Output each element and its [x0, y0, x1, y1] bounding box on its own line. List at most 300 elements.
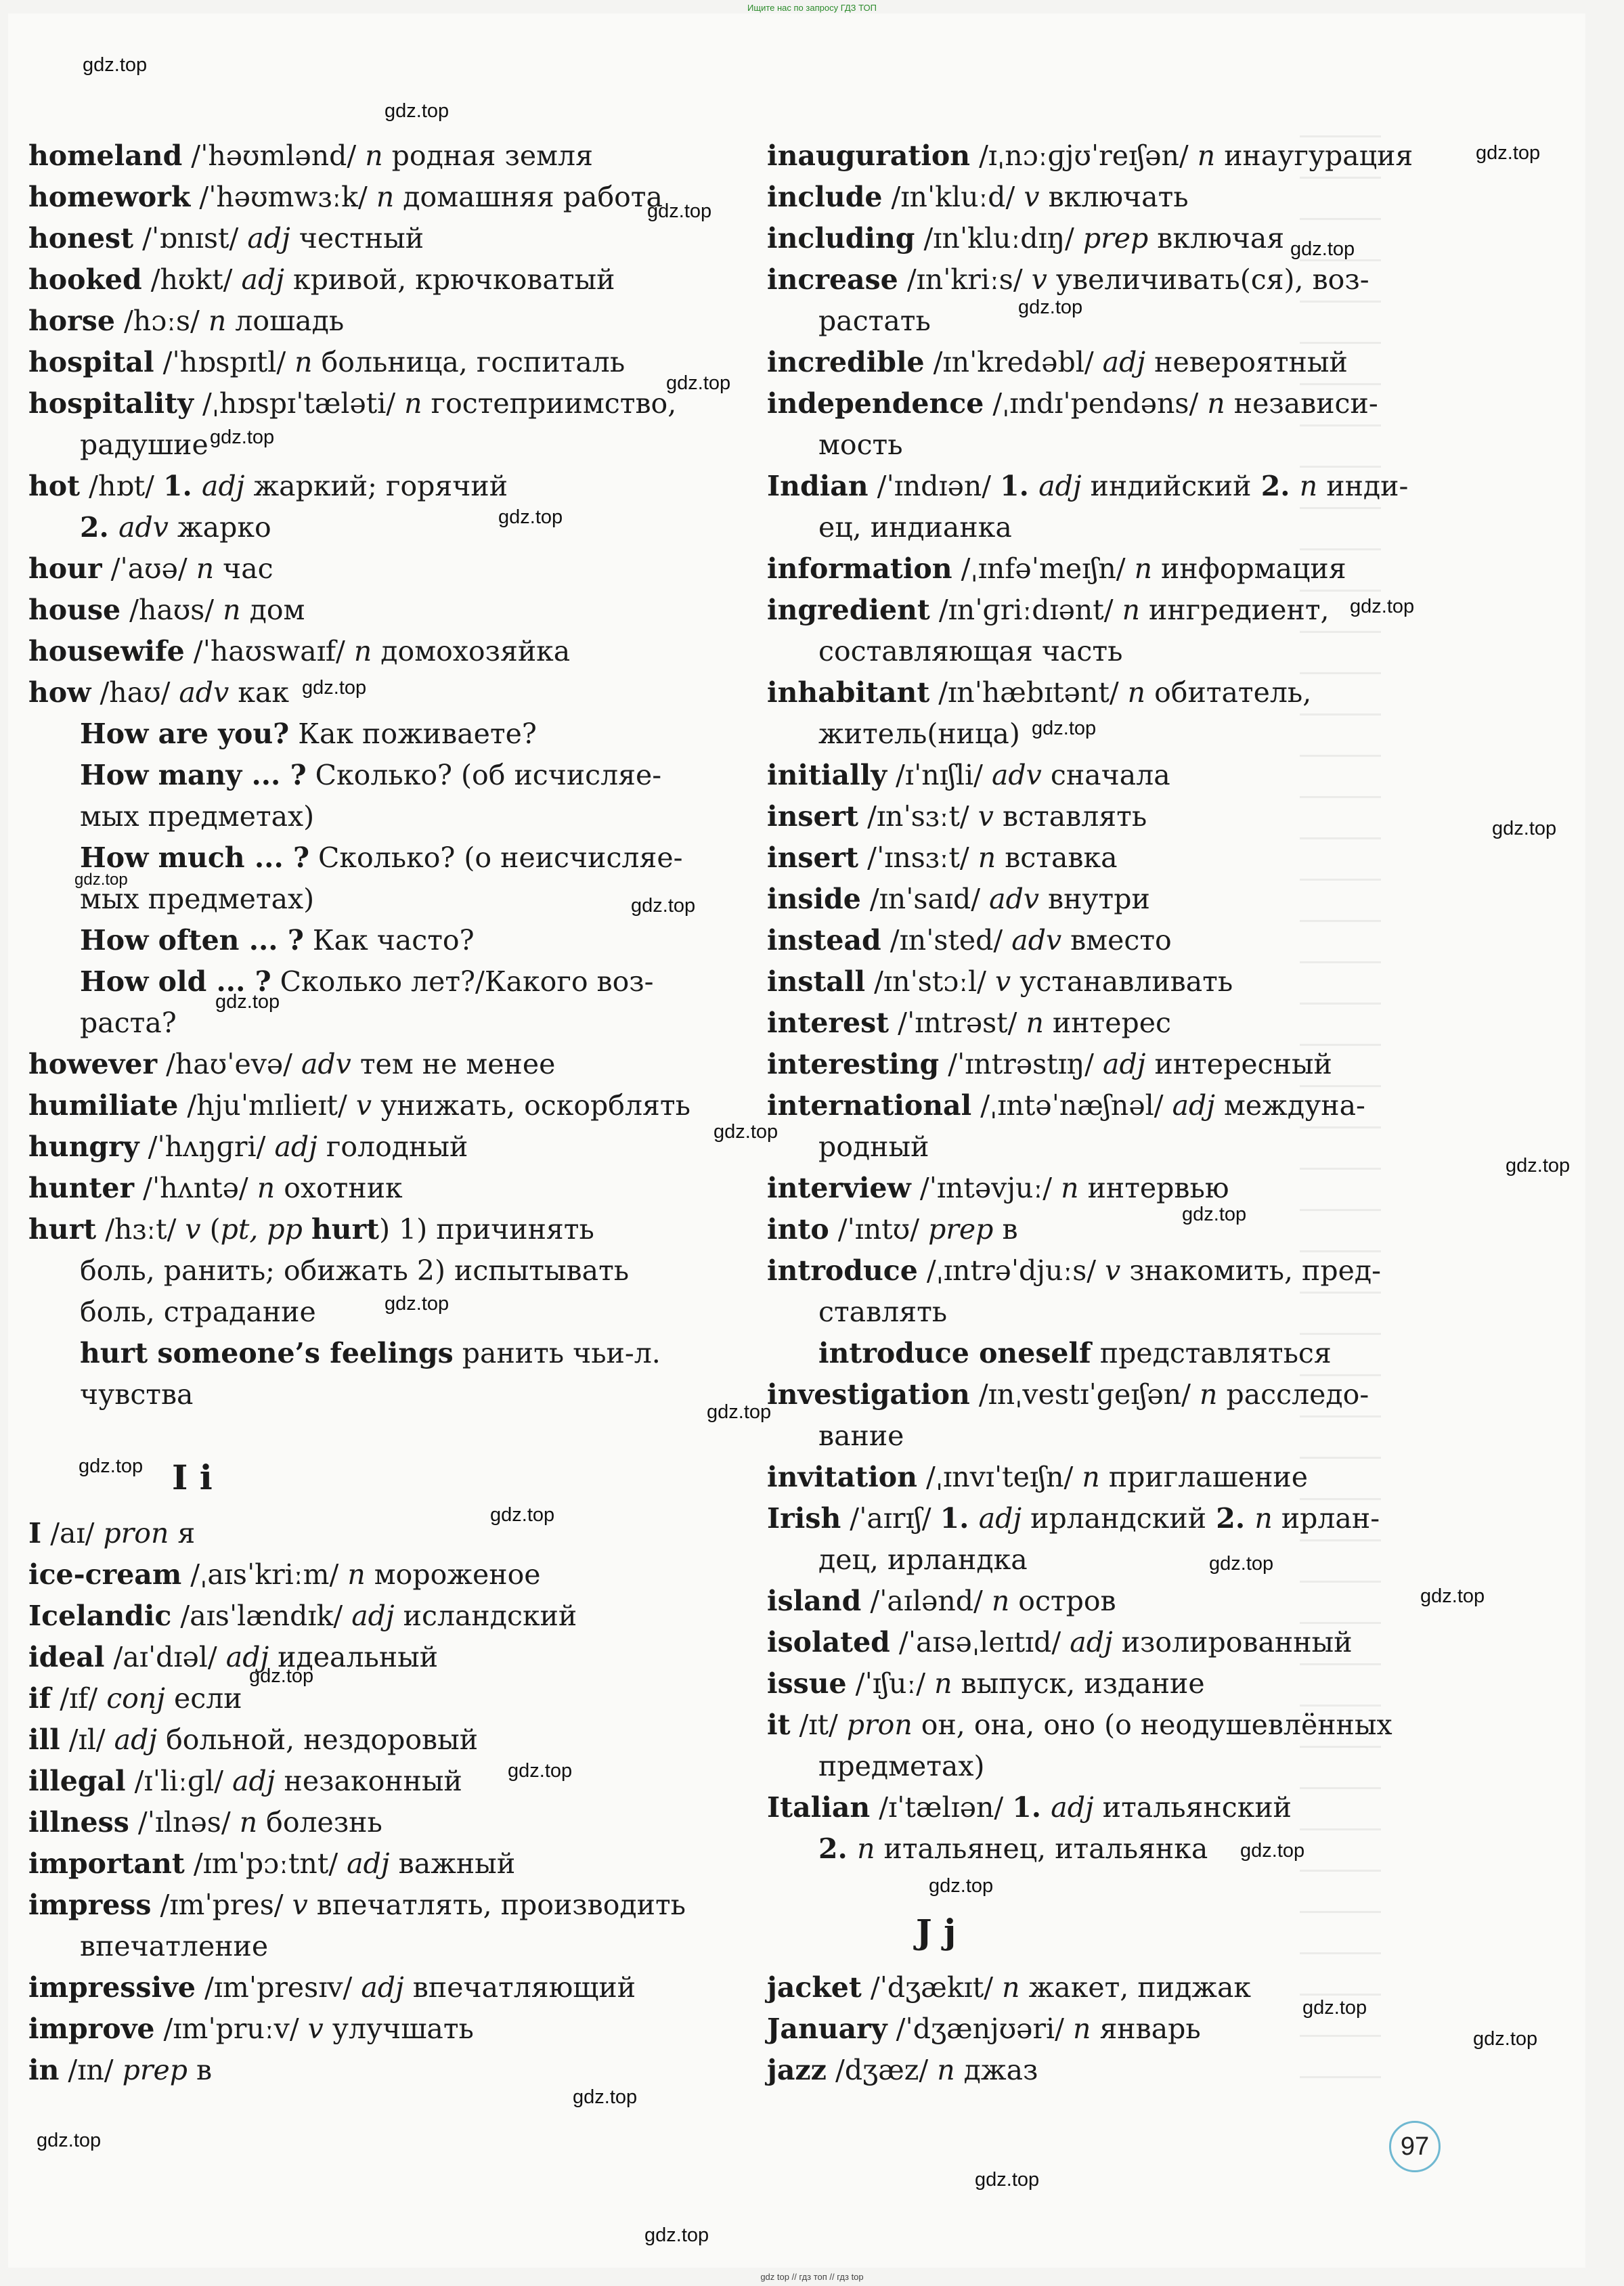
watermark: gdz.top [929, 1875, 994, 1897]
headword: initially [767, 759, 887, 791]
dictionary-line [28, 1292, 739, 1333]
translation: джаз [954, 2054, 1038, 2086]
dictionary-line [28, 1085, 739, 1126]
translation: впечатляющий [403, 1971, 636, 2004]
dictionary-line [28, 796, 739, 837]
transcription: /hjuˈmɪlieɪt/ [178, 1089, 356, 1122]
part-of-speech: n [1122, 594, 1140, 626]
continuation: боль, страдание [80, 1296, 316, 1328]
dictionary-line [767, 1457, 1485, 1498]
transcription: /ɪmˈpɔːtnt/ [184, 1847, 347, 1880]
dictionary-line [28, 837, 739, 879]
dictionary-line [28, 1802, 739, 1843]
transcription: /ˈhaʊswaɪf/ [184, 635, 354, 667]
watermark: gdz.top [1506, 1155, 1571, 1177]
headword: improve [28, 2013, 155, 2045]
dictionary-line [28, 672, 739, 713]
transcription: /ɪnˈsɜːt/ [858, 800, 978, 833]
translation: изолированный [1112, 1626, 1353, 1658]
transcription: /ɪmˈpruːv/ [154, 2013, 308, 2045]
headword: Indian [767, 470, 869, 502]
headword: illegal [28, 1765, 126, 1797]
translation: интерес [1043, 1007, 1171, 1039]
headword: ingredient [767, 594, 930, 626]
translation: индийский [1081, 470, 1252, 502]
part-of-speech: n [978, 841, 996, 874]
part-of-speech: n [857, 1832, 875, 1865]
translation: час [214, 552, 273, 585]
part-of-speech: adj [1102, 346, 1146, 378]
dictionary-line [28, 135, 739, 177]
headword: ill [28, 1723, 60, 1756]
translation: знакомить, пред- [1120, 1254, 1381, 1287]
headword: impressive [28, 1971, 196, 2004]
headword: interest [767, 1007, 890, 1039]
dictionary-line [767, 1168, 1485, 1209]
translation: внутри [1038, 883, 1150, 915]
headword: I [28, 1517, 42, 1549]
part-of-speech: n [404, 387, 422, 420]
dictionary-line [767, 796, 1485, 837]
translation: незаконный [275, 1765, 462, 1797]
part-of-speech: n [1061, 1172, 1079, 1204]
translation: итальянский [1093, 1791, 1292, 1824]
watermark: gdz.top [1350, 596, 1415, 617]
dictionary-line [767, 177, 1485, 218]
dictionary-line [767, 672, 1485, 713]
dictionary-line [767, 1085, 1485, 1126]
headword: homeland [28, 139, 183, 172]
translation: больной, нездоровый [157, 1723, 479, 1756]
transcription: /ɪˌnɔːɡjʊˈreɪʃən/ [970, 139, 1198, 172]
headword: instead [767, 924, 881, 957]
watermark: gdz.top [573, 2086, 638, 2108]
dictionary-line [767, 1250, 1485, 1292]
sense-number: 2. [1206, 1502, 1255, 1535]
transcription: /haʊ/ [91, 676, 179, 709]
headword: insert [767, 800, 859, 833]
translation: лошадь [226, 305, 345, 337]
continuation: дец, ирландка [818, 1543, 1028, 1576]
continuation: впечатление [80, 1930, 269, 1962]
translation: независи- [1225, 387, 1378, 420]
translation: январь [1091, 2013, 1201, 2045]
dictionary-line [767, 1828, 1485, 1870]
headword: issue [767, 1667, 847, 1700]
dictionary-line [767, 837, 1485, 879]
part-of-speech: n [1197, 139, 1216, 172]
dictionary-line [28, 2008, 739, 2050]
part-of-speech: v [292, 1889, 308, 1921]
translation: вставка [996, 841, 1118, 874]
headword: incredible [767, 346, 925, 378]
part-of-speech: n [1207, 387, 1225, 420]
headword: jacket [767, 1971, 862, 2004]
watermark: gdz.top [1290, 238, 1355, 260]
headword: ice-cream [28, 1558, 182, 1591]
dictionary-line [28, 218, 739, 259]
dictionary-line [28, 383, 739, 424]
translation: включая [1148, 222, 1285, 255]
translation: Как часто? [303, 924, 475, 957]
translation: жарко [168, 511, 271, 544]
part-of-speech: n [1200, 1378, 1218, 1411]
transcription: /ˈaɪsəˌleɪtɪd/ [890, 1626, 1070, 1658]
part-of-speech: v [307, 2013, 324, 2045]
dictionary-line [767, 383, 1485, 424]
letter-heading-j: J j [916, 1912, 957, 1952]
headword: insert [767, 841, 859, 874]
part-of-speech: adj [347, 1847, 390, 1880]
dictionary-line [28, 424, 739, 466]
dictionary-line [28, 177, 739, 218]
entries-j [767, 1967, 1485, 2091]
headword: include [767, 181, 883, 213]
part-of-speech: adv [179, 676, 229, 709]
transcription: /ɪnˈkluːdɪŋ/ [915, 222, 1083, 255]
part-of-speech: adj [114, 1723, 158, 1756]
watermark: gdz.top [215, 991, 280, 1013]
headword: introduce [767, 1254, 918, 1287]
headword: humiliate [28, 1089, 179, 1122]
continuation: растать [818, 305, 931, 337]
headword: interesting [767, 1048, 940, 1080]
continuation: составляющая часть [818, 635, 1123, 667]
translation: гостеприимство, [422, 387, 677, 420]
translation: унижать, оскорблять [372, 1089, 690, 1122]
headword: into [767, 1213, 829, 1246]
part-of-speech: v [978, 800, 994, 833]
translation: в [187, 2054, 213, 2086]
headword: hour [28, 552, 102, 585]
continuation: предметах) [818, 1750, 985, 1782]
dictionary-line [28, 1967, 739, 2008]
translation: интервью [1078, 1172, 1229, 1204]
dictionary-line [28, 301, 739, 342]
part-of-speech: v [355, 1089, 372, 1122]
dictionary-line [767, 507, 1485, 548]
part-of-speech: n [1127, 676, 1146, 709]
part-of-speech: v [1024, 181, 1040, 213]
verb-form: hurt [311, 1213, 380, 1246]
translation: если [164, 1682, 242, 1715]
dictionary-line [767, 1292, 1485, 1333]
translation: вставлять [993, 800, 1147, 833]
transcription: /ˈɪndɪən/ [868, 470, 1001, 502]
dictionary-line [767, 1581, 1485, 1622]
dictionary-line [28, 1209, 739, 1250]
part-of-speech: adj [241, 263, 284, 296]
transcription: /ɪnˈsaɪd/ [860, 883, 990, 915]
headword: information [767, 552, 952, 585]
part-of-speech: n [1134, 552, 1152, 585]
headword: hunter [28, 1172, 135, 1204]
dictionary-line [767, 1663, 1485, 1705]
translation: междуна- [1214, 1089, 1365, 1122]
transcription: /dʒæz/ [826, 2054, 938, 2086]
transcription: /ɪnˈkluːd/ [882, 181, 1024, 213]
translation: увеличивать(ся), воз- [1047, 263, 1369, 296]
headword: January [767, 2013, 887, 2045]
part-of-speech: n [934, 1667, 952, 1700]
entries-h [28, 135, 739, 1415]
part-of-speech: n [376, 181, 395, 213]
part-of-speech: adj [1038, 470, 1082, 502]
dictionary-line [767, 2050, 1485, 2091]
phrase: How old ... ? [80, 965, 271, 998]
part-of-speech: adv [301, 1048, 351, 1080]
watermark: gdz.top [83, 54, 148, 76]
transcription: /ˈɪʃuː/ [846, 1667, 935, 1700]
phrase: hurt someone’s feelings [80, 1337, 454, 1369]
watermark: gdz.top [1473, 2028, 1538, 2050]
dictionary-line [767, 713, 1485, 755]
watermark: gdz.top [1302, 1997, 1367, 2019]
sense-number: 2. [1251, 470, 1300, 502]
dictionary-line [767, 920, 1485, 961]
translation: я [169, 1517, 196, 1549]
dictionary-line [767, 1209, 1485, 1250]
dictionary-line [767, 1126, 1485, 1168]
transcription: /ˈdʒækɪt/ [861, 1971, 1003, 2004]
part-of-speech: v [995, 965, 1011, 998]
watermark: gdz.top [1209, 1553, 1274, 1575]
watermark: gdz.top [1492, 818, 1557, 839]
dictionary-line [28, 548, 739, 590]
continuation: чувства [80, 1378, 194, 1411]
part-of-speech: v [185, 1213, 201, 1246]
part-of-speech: v [1031, 263, 1047, 296]
transcription: /ˈɪntrəstɪŋ/ [939, 1048, 1103, 1080]
watermark: gdz.top [1182, 1204, 1247, 1225]
part-of-speech: n [1254, 1502, 1273, 1535]
translation: приглашение [1099, 1461, 1308, 1493]
part-of-speech: v [1105, 1254, 1121, 1287]
right-column [767, 135, 1485, 2091]
dictionary-line [767, 2008, 1485, 2050]
transcription: /haʊˈevə/ [157, 1048, 301, 1080]
dictionary-line [28, 1678, 739, 1719]
translation: невероятный [1145, 346, 1348, 378]
top-search-note: Ищите нас по запросу ГДЗ ТОП [747, 3, 877, 13]
transcription: /ɪmˈpres/ [151, 1889, 292, 1921]
headword: if [28, 1682, 51, 1715]
part-of-speech: adv [991, 759, 1042, 791]
continuation: мых предметах) [80, 800, 315, 833]
continuation: ставлять [818, 1296, 948, 1328]
part-of-speech: adj [361, 1971, 404, 2004]
dictionary-line [28, 466, 739, 507]
continuation: мость [818, 428, 903, 461]
part-of-speech: n [353, 635, 372, 667]
left-column [28, 135, 739, 2091]
headword: invitation [767, 1461, 917, 1493]
translation: представляться [1091, 1337, 1332, 1369]
dictionary-line [28, 1044, 739, 1085]
headword: homework [28, 181, 191, 213]
dictionary-line [767, 755, 1485, 796]
dictionary-line [767, 424, 1485, 466]
transcription: /haʊs/ [120, 594, 223, 626]
continuation: радушие [80, 428, 209, 461]
part-of-speech: conj [106, 1682, 165, 1715]
part-of-speech: adj [351, 1600, 395, 1632]
watermark: gdz.top [1018, 296, 1083, 318]
transcription: /ɪˈtælɪən/ [870, 1791, 1013, 1824]
transcription: /ˈɪntrəst/ [889, 1007, 1026, 1039]
dictionary-line [767, 961, 1485, 1003]
transcription: /ɪˈliːɡl/ [125, 1765, 233, 1797]
transcription: /ɪn/ [59, 2054, 123, 2086]
dictionary-line [767, 548, 1485, 590]
part-of-speech: adj [225, 1641, 269, 1673]
bracket: ( [200, 1213, 221, 1246]
part-of-speech: adj [232, 1765, 276, 1797]
translation: ранить чьи-л. [453, 1337, 661, 1369]
translation: устанавливать [1011, 965, 1233, 998]
headword: Italian [767, 1791, 871, 1824]
dictionary-line [28, 631, 739, 672]
continuation: житель(ница) [818, 718, 1020, 750]
headword: hungry [28, 1130, 139, 1163]
part-of-speech: n [257, 1172, 276, 1204]
bracket: ) [379, 1213, 391, 1246]
dictionary-line [28, 1168, 739, 1209]
dictionary-line [28, 590, 739, 631]
headword: including [767, 222, 915, 255]
translation: исландский [394, 1600, 577, 1632]
headword: horse [28, 305, 115, 337]
continuation: ец, индианка [818, 511, 1012, 544]
watermark: gdz.top [249, 1665, 314, 1687]
watermark: gdz.top [631, 895, 696, 917]
headword: inauguration [767, 139, 971, 172]
headword: isolated [767, 1626, 890, 1658]
dictionary-line [28, 1513, 739, 1554]
part-of-speech: n [223, 594, 241, 626]
headword: investigation [767, 1378, 970, 1411]
dictionary-line [28, 1554, 739, 1596]
dictionary-line [767, 1498, 1485, 1539]
part-of-speech: n [1299, 470, 1318, 502]
headword: Icelandic [28, 1600, 172, 1632]
translation: голодный [317, 1130, 468, 1163]
watermark: gdz.top [647, 200, 712, 222]
watermark: gdz.top [975, 2169, 1040, 2191]
transcription: /hʊkt/ [141, 263, 242, 296]
transcription: /ˈɪntʊ/ [829, 1213, 929, 1246]
transcription: /ˌɪnfəˈmeɪʃn/ [952, 552, 1135, 585]
translation: в [993, 1213, 1018, 1246]
translation: жаркий; горячий [244, 470, 508, 502]
translation: инаугурация [1215, 139, 1413, 172]
phrase: How many ... ? [80, 759, 307, 791]
dictionary-line [28, 961, 739, 1003]
dictionary-line [28, 2050, 739, 2091]
translation: инди- [1317, 470, 1409, 502]
headword: install [767, 965, 866, 998]
sense-number: 1. [1012, 1791, 1051, 1824]
part-of-speech: pron [846, 1709, 913, 1741]
transcription: /ˌhɒspɪˈtæləti/ [193, 387, 405, 420]
dictionary-line [767, 135, 1485, 177]
translation: родная земля [382, 139, 593, 172]
dictionary-line [28, 713, 739, 755]
translation: обитатель, [1145, 676, 1312, 709]
translation: ингредиент, [1140, 594, 1330, 626]
transcription: /hɒt/ [80, 470, 163, 502]
dictionary-line [28, 342, 739, 383]
dictionary-line [767, 1746, 1485, 1787]
transcription: /ˈhʌntə/ [134, 1172, 257, 1204]
transcription: /ˈɪntəvjuː/ [910, 1172, 1061, 1204]
transcription: /aɪsˈlændɪk/ [171, 1600, 352, 1632]
translation: итальянец, итальянка [875, 1832, 1208, 1865]
dictionary-line [767, 1967, 1485, 2008]
watermark: gdz.top [1032, 718, 1097, 739]
dictionary-line [767, 1539, 1485, 1581]
translation: дом [240, 594, 305, 626]
watermark: gdz.top [1476, 142, 1541, 164]
watermark: gdz.top [210, 426, 275, 448]
part-of-speech: adv [1011, 924, 1062, 957]
translation: идеальный [269, 1641, 439, 1673]
dictionary-line [28, 1003, 739, 1044]
part-of-speech: prep [1082, 222, 1149, 255]
transcription: /ˈaɪlənd/ [861, 1585, 992, 1617]
part-of-speech: n [196, 552, 215, 585]
headword: island [767, 1585, 862, 1617]
part-of-speech: adj [274, 1130, 317, 1163]
headword: illness [28, 1806, 129, 1839]
dictionary-line [767, 631, 1485, 672]
part-of-speech: n [1073, 2013, 1091, 2045]
continuation: боль, ранить; обижать 2) испытывать [80, 1254, 630, 1287]
transcription: /ɪmˈpresɪv/ [195, 1971, 361, 2004]
translation: Как поживаете? [289, 718, 537, 750]
part-of-speech: adj [1070, 1626, 1113, 1658]
watermark: gdz.top [644, 2224, 709, 2246]
transcription: /ɪnˌvestɪˈɡeɪʃən/ [969, 1378, 1200, 1411]
sense-number: 2. [818, 1832, 858, 1865]
transcription: /ɪl/ [60, 1723, 114, 1756]
translation: важный [389, 1847, 516, 1880]
dictionary-line [767, 1622, 1485, 1663]
headword: housewife [28, 635, 185, 667]
dictionary-line [767, 1705, 1485, 1746]
dictionary-line [767, 301, 1485, 342]
headword: it [767, 1709, 791, 1741]
translation: болезнь [257, 1806, 382, 1839]
translation: Сколько? (об исчисляе- [306, 759, 662, 791]
translation: 1) причинять [390, 1213, 594, 1246]
dictionary-line [28, 507, 739, 548]
continuation: вание [818, 1420, 904, 1452]
translation: тем не менее [351, 1048, 556, 1080]
dictionary-line [767, 466, 1485, 507]
dictionary-line [28, 1719, 739, 1761]
dictionary-line [28, 1374, 739, 1415]
dictionary-line [28, 1333, 739, 1374]
translation: кривой, крючковатый [284, 263, 615, 296]
continuation: раста? [80, 1007, 177, 1039]
watermark: gdz.top [302, 677, 367, 699]
letter-heading-i: I i [172, 1457, 213, 1497]
transcription: /aɪ/ [41, 1517, 104, 1549]
headword: honest [28, 222, 134, 255]
entries-i-continued [767, 135, 1485, 1870]
dictionary-line [28, 1637, 739, 1678]
